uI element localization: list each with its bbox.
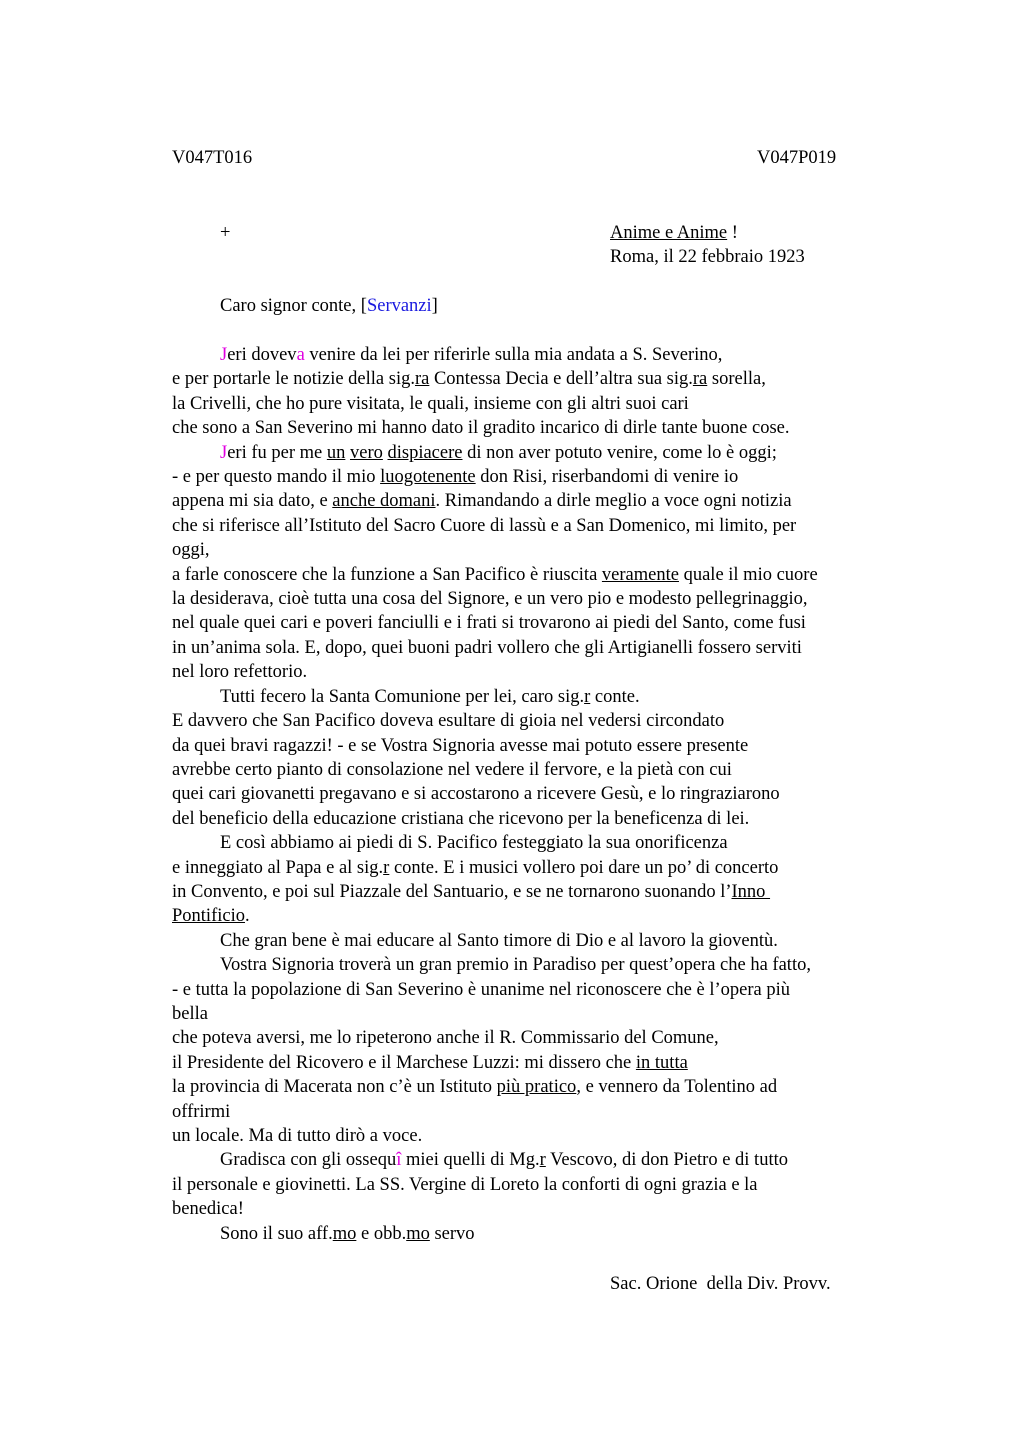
text-seg: eri fu per me bbox=[227, 442, 327, 463]
text-line: Che gran bene è mai educare al Santo timore di Dio e al lavoro la gioventù. bbox=[220, 930, 778, 951]
underlined-seg: ra bbox=[414, 369, 430, 390]
text-line: offrirmi bbox=[172, 1101, 231, 1122]
text-line: bella bbox=[172, 1003, 208, 1024]
text-line: oggi, bbox=[172, 540, 210, 561]
salutation-after: ] bbox=[431, 296, 438, 316]
text-seg: miei quelli di Mg. bbox=[401, 1150, 540, 1171]
text-line bbox=[172, 1148, 902, 1172]
text-line: in un’anima sola. E, dopo, quei buoni padri vollero che gli Artigianelli fossero serviti bbox=[172, 637, 802, 658]
text-line bbox=[172, 441, 902, 465]
text-line: la Crivelli, che ho pure visitata, le quali, insieme con gli altri suoi cari bbox=[172, 393, 689, 414]
text-seg: il Presidente del Ricovero e il Marchese Luzzi: mi dissero che bbox=[172, 1052, 636, 1073]
text-seg: e per portarle le notizie della sig. bbox=[172, 369, 415, 390]
text-line bbox=[172, 1051, 902, 1075]
underlined-seg: luogotenente bbox=[380, 467, 476, 488]
text-line bbox=[172, 343, 902, 367]
text-seg: Sono il suo aff. bbox=[220, 1223, 333, 1244]
text-seg: - e per questo mando il mio bbox=[172, 467, 381, 488]
text-line bbox=[172, 1075, 902, 1099]
text-line: il personale e giovinetti. La SS. Vergine di Loreto la conforti di ogni grazia e la bbox=[172, 1174, 758, 1195]
text-seg: . bbox=[244, 906, 250, 927]
underlined-seg: mo bbox=[332, 1223, 357, 1244]
text-line: quei cari giovanetti pregavano e si accostarono a ricevere Gesù, e lo ringraziarono bbox=[172, 784, 780, 805]
text-seg: . Rimandando a dirle meglio a voce ogni notizia bbox=[435, 491, 792, 512]
text-line bbox=[172, 489, 902, 513]
text-line bbox=[172, 856, 902, 880]
date-line: Roma, il 22 febbraio 1923 bbox=[610, 247, 805, 267]
mark-char: J bbox=[220, 345, 228, 365]
text-line: nel quale quei cari e poveri fanciulli e i frati si trovarono ai piedi del Santo, come fusi bbox=[172, 613, 806, 634]
text-seg: eri dovev bbox=[227, 345, 297, 365]
underlined-seg: r bbox=[584, 686, 591, 707]
text-seg: sorella, bbox=[707, 369, 766, 390]
text-seg: Tutti fecero la Santa Comunione per lei, caro sig. bbox=[220, 686, 585, 707]
text-line bbox=[172, 904, 902, 928]
text-seg: la provincia di Macerata non c’è un Istituto bbox=[172, 1077, 497, 1098]
text-line: avrebbe certo pianto di consolazione nel vedere il fervore, e la pietà con cui bbox=[172, 759, 732, 780]
underlined-seg: anche domani bbox=[332, 491, 436, 512]
text-seg: Vescovo, di don Pietro e di tutto bbox=[545, 1150, 788, 1171]
salutation-before: Caro signor conte, [ bbox=[220, 296, 367, 316]
salutation-name: Servanzi bbox=[366, 296, 432, 316]
underlined-seg: Inno bbox=[731, 881, 771, 902]
signature: Sac. Orione della Div. Provv. bbox=[610, 1274, 831, 1294]
mark-char: J bbox=[220, 442, 228, 463]
cross-mark: + bbox=[220, 223, 231, 243]
text-seg: di non aver potuto venire, come lo è oggi; bbox=[462, 442, 777, 463]
underlined-seg: mo bbox=[406, 1223, 430, 1244]
text-seg: Gradisca con gli ossequ bbox=[220, 1150, 397, 1171]
text-line: che sono a San Severino mi hanno dato il gradito incarico di dirle tante buone cose. bbox=[172, 418, 790, 439]
salutation bbox=[220, 294, 438, 318]
motto-after: ! bbox=[727, 223, 738, 243]
text-line: Vostra Signoria troverà un gran premio in Paradiso per quest’opera che ha fatto, bbox=[220, 955, 811, 976]
text-line: E davvero che San Pacifico doveva esultare di gioia nel vedersi circondato bbox=[172, 711, 725, 732]
text-seg: quale il mio cuore bbox=[678, 564, 818, 585]
text-seg: Contessa Decia e dell’altra sua sig. bbox=[429, 369, 693, 390]
underlined-seg: ra bbox=[692, 369, 708, 390]
text-seg: in Convento, e poi sul Piazzale del Santuario, e se ne tornarono suonando l’ bbox=[172, 881, 732, 902]
text-seg: e obb. bbox=[356, 1223, 407, 1244]
text-line: che poteva aversi, me lo ripeterono anche il R. Commissario del Comune, bbox=[172, 1028, 719, 1049]
underlined-seg: Pontificio bbox=[172, 906, 245, 927]
underlined-seg: veramente bbox=[601, 564, 679, 585]
mark-char: î bbox=[396, 1150, 402, 1171]
motto-underlined: Anime e Anime bbox=[610, 223, 728, 243]
text-line bbox=[172, 367, 902, 391]
text-line bbox=[172, 685, 902, 709]
underlined-seg: in tutta bbox=[635, 1052, 688, 1073]
underlined-seg: r bbox=[383, 857, 390, 878]
text-seg: conte. E i musici vollero poi dare un po’ di concerto bbox=[389, 857, 779, 878]
text-seg: servo bbox=[429, 1223, 475, 1244]
text-line: la desiderava, cioè tutta una cosa del Signore, e un vero pio e modesto pellegrinaggio, bbox=[172, 589, 808, 610]
underlined-seg: r bbox=[539, 1150, 546, 1171]
text-line bbox=[172, 563, 902, 587]
text-line: benedica! bbox=[172, 1199, 244, 1220]
underlined-seg: vero bbox=[349, 442, 383, 463]
text-seg: don Risi, riserbandomi di venire io bbox=[475, 467, 739, 488]
mark-char: a bbox=[296, 345, 305, 365]
text-line bbox=[172, 465, 902, 489]
text-seg: appena mi sia dato, e bbox=[172, 491, 333, 512]
text-seg: e inneggiato al Papa e al sig. bbox=[172, 857, 384, 878]
text-line bbox=[172, 1222, 902, 1246]
underlined-seg: un bbox=[326, 442, 346, 463]
text-seg: a farle conoscere che la funzione a San Pacifico è riuscita bbox=[172, 564, 602, 585]
letter-body bbox=[172, 343, 902, 1246]
text-seg: venire da lei per riferirle sulla mia andata a S. Severino, bbox=[304, 345, 723, 365]
text-line: E così abbiamo ai piedi di S. Pacifico festeggiato la sua onorificenza bbox=[220, 833, 728, 854]
underlined-seg: più pratico bbox=[496, 1077, 577, 1098]
text-line: del beneficio della educazione cristiana che ricevono per la beneficenza di lei. bbox=[172, 808, 750, 829]
text-line bbox=[172, 880, 902, 904]
motto bbox=[610, 221, 738, 245]
underlined-seg: dispiacere bbox=[387, 442, 463, 463]
header-right-code: V047P019 bbox=[757, 148, 837, 168]
text-line: da quei bravi ragazzi! - e se Vostra Signoria avesse mai potuto essere presente bbox=[172, 735, 749, 756]
text-seg: conte. bbox=[590, 686, 640, 707]
header-left-code: V047T016 bbox=[172, 148, 253, 168]
text-line: un locale. Ma di tutto dirò a voce. bbox=[172, 1126, 423, 1146]
text-line: - e tutta la popolazione di San Severino è unanime nel riconoscere che è l’opera più bbox=[172, 979, 790, 1000]
text-line: nel loro refettorio. bbox=[172, 662, 308, 683]
text-line: che si riferisce all’Istituto del Sacro Cuore di lassù e a San Domenico, mi limito, per bbox=[172, 515, 797, 536]
text-seg: , e vennero da Tolentino ad bbox=[576, 1077, 778, 1098]
